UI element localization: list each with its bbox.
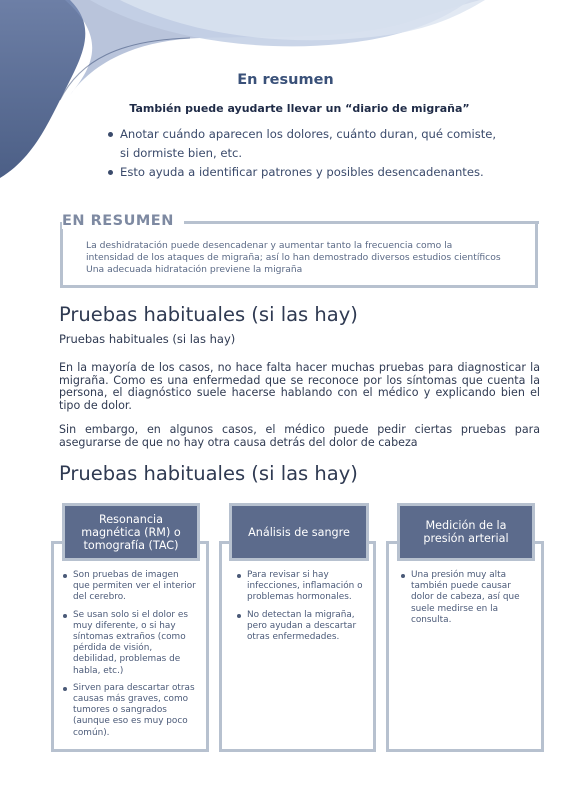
card-blood-list	[236, 570, 364, 649]
summary-box-line: intensidad de los ataques de migraña; así lo han demostrado diversos estudios científicos	[86, 252, 501, 263]
card-bullet: Una presión muy alta también puede causar dolor de cabeza, así que suele medirse en la consulta.	[400, 570, 530, 626]
card-bullet: Sirven para descartar otras causas más graves, como tumores o sangrados (aunque eso es muy poco común).	[62, 683, 198, 739]
section-heading: Pruebas habituales (si las hay)	[59, 303, 358, 326]
section-heading-2: Pruebas habituales (si las hay)	[59, 462, 358, 485]
summary-box-text	[86, 240, 526, 276]
summary-bullet: Anotar cuándo aparecen los dolores, cuánto duran, qué comiste, si dormiste bien, etc.	[104, 125, 504, 163]
summary-subtitle: También puede ayudarte llevar un “diario de migraña”	[129, 102, 470, 115]
card-bullet: Son pruebas de imagen que permiten ver el interior del cerebro.	[62, 570, 198, 604]
summary-title: En resumen	[237, 72, 334, 88]
card-pressure-list	[400, 570, 530, 632]
card-bullet: Se usan solo si el dolor es muy diferente, o si hay síntomas extraños (como pérdida de visión, debilidad, problemas de habla, etc.)	[62, 610, 198, 677]
card-pressure-title: Medición de la presión arterial	[397, 503, 535, 561]
summary-bullet: Esto ayuda a identificar patrones y posibles desencadenantes.	[104, 163, 504, 182]
card-mri-title: Resonancia magnética (RM) o tomografía (TAC)	[62, 503, 200, 561]
paragraph-1: En la mayoría de los casos, no hace falta hacer muchas pruebas para diagnosticar la migraña. Como es una enfermedad que se reconoce por los síntomas que cuenta la persona, el diagnóstico suele hacerse hablando con el médico y explicando bien el tipo de dolor.	[59, 361, 540, 412]
summary-box-heading: EN RESUMEN	[62, 213, 180, 229]
paragraph-2: Sin embargo, en algunos casos, el médico puede pedir ciertas pruebas para asegurarse de que no hay otra causa detrás del dolor de cabeza	[59, 423, 540, 449]
card-mri-list	[62, 570, 198, 745]
summary-box-topline	[184, 221, 539, 224]
section-subheading: Pruebas habituales (si las hay)	[59, 332, 236, 346]
card-bullet: No detectan la migraña, pero ayudan a descartar otras enfermedades.	[236, 610, 364, 644]
card-blood-title: Análisis de sangre	[229, 503, 369, 561]
card-bullet: Para revisar si hay infecciones, inflamación o problemas hormonales.	[236, 570, 364, 604]
summary-box-line: Una adecuada hidratación previene la migraña	[86, 264, 303, 275]
summary-bullet-list	[104, 125, 504, 182]
summary-box-line: La deshidratación puede desencadenar y aumentar tanto la frecuencia como la	[86, 240, 453, 251]
